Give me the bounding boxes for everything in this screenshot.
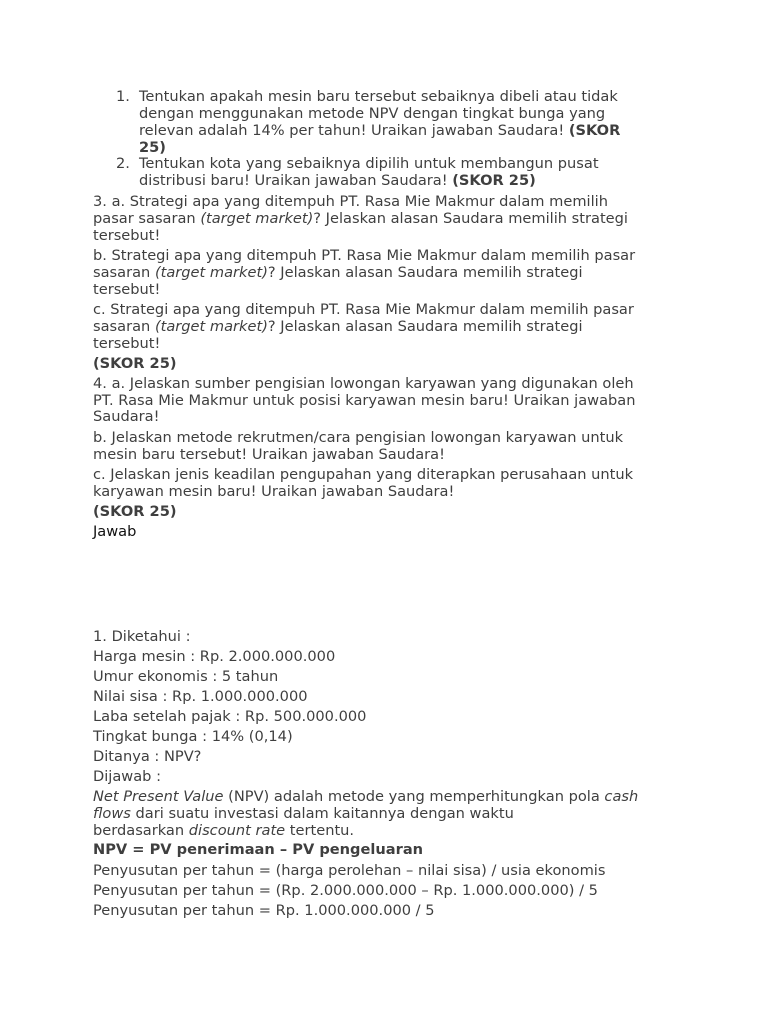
npv-def-text-3a: berdasarkan [93,822,189,839]
q4c-line-1: c. Jelaskan jenis keadilan pengupahan yang diterapkan perusahaan untuk [93,466,634,483]
q3c-sasaran: sasaran [93,318,151,335]
q3c-tersebut: tersebut! [93,335,161,352]
npv-definition-line-1 [93,788,638,805]
npv-term: Net Present Value [93,788,224,805]
q1-score-a: (SKOR [568,122,621,139]
q4-score: (SKOR 25) [93,503,177,520]
given-heading: 1. Diketahui : [93,628,191,645]
q2-line-2-text: distribusi baru! Uraikan jawaban Saudara! [139,172,448,189]
q3c-line-2 [93,318,583,335]
q3a-line-2 [93,210,628,227]
q4a-line-2: PT. Rasa Mie Makmur untuk posisi karyawan mesin baru! Uraikan jawaban [93,392,636,409]
q2-line-2 [139,172,536,189]
npv-def-text-3b: tertentu. [285,822,355,839]
q4c-line-2: karyawan mesin baru! Uraikan jawaban Saudara! [93,483,455,500]
given-machine-price: Harga mesin : Rp. 2.000.000.000 [93,648,336,665]
answered-label: Dijawab : [93,768,161,785]
q3b-reason: ? Jelaskan alasan Saudara memilih strategi [267,264,583,281]
npv-def-text-2: dari suatu investasi dalam kaitannya dengan waktu [130,805,514,822]
given-interest-rate: Tingkat bunga : 14% (0,14) [93,728,293,745]
q3-score: (SKOR 25) [93,355,177,372]
q3c-line-1: c. Strategi apa yang ditempuh PT. Rasa Mie Makmur dalam memilih pasar [93,301,634,318]
q2-score: (SKOR 25) [452,172,536,189]
q4b-line-1: b. Jelaskan metode rekrutmen/cara pengisian lowongan karyawan untuk [93,429,624,446]
q1-line-1: Tentukan apakah mesin baru tersebut sebaiknya dibeli atau tidak [139,88,618,105]
npv-flows: flows [93,805,131,822]
q4b-line-2: mesin baru tersebut! Uraikan jawaban Saudara! [93,446,445,463]
npv-discount-rate: discount rate [188,822,286,839]
q1-number: 1. [116,88,130,105]
q3a-pasar-sasaran: pasar sasaran [93,210,196,227]
q1-line-2: dengan menggunakan metode NPV dengan tingkat bunga yang [139,105,606,122]
q3c-reason: ? Jelaskan alasan Saudara memilih strategi [267,318,583,335]
q3b-line-1: b. Strategi apa yang ditempuh PT. Rasa Mie Makmur dalam memilih pasar [93,247,636,264]
npv-definition-line-2 [93,805,514,822]
answer-heading: Jawab [93,523,137,540]
q4a-line-1: 4. a. Jelaskan sumber pengisian lowongan karyawan yang digunakan oleh [93,375,634,392]
q2-number: 2. [116,155,130,172]
npv-definition-line-3 [93,822,354,839]
depreciation-line-3: Penyusutan per tahun = Rp. 1.000.000.000 / 5 [93,902,435,919]
npv-formula: NPV = PV penerimaan – PV pengeluaran [93,841,424,858]
q3a-line-1: 3. a. Strategi apa yang ditempuh PT. Rasa Mie Makmur dalam memilih [93,193,608,210]
given-economic-life: Umur ekonomis : 5 tahun [93,668,279,685]
q4a-line-3: Saudara! [93,408,160,425]
q3b-target-market: (target market) [154,264,268,281]
q3b-sasaran: sasaran [93,264,151,281]
q3b-tersebut: tersebut! [93,281,161,298]
q1-line-3-text: relevan adalah 14% per tahun! Uraikan jawaban Saudara! [139,122,565,139]
npv-cash: cash [604,788,639,805]
q1-line-3 [139,122,620,139]
given-residual-value: Nilai sisa : Rp. 1.000.000.000 [93,688,308,705]
q3c-target-market: (target market) [154,318,268,335]
asked-npv: Ditanya : NPV? [93,748,202,765]
depreciation-line-1: Penyusutan per tahun = (harga perolehan – nilai sisa) / usia ekonomis [93,862,606,879]
q3b-line-2 [93,264,583,281]
depreciation-line-2: Penyusutan per tahun = (Rp. 2.000.000.000 – Rp. 1.000.000.000) / 5 [93,882,598,899]
q3a-reason: ? Jelaskan alasan Saudara memilih strategi [313,210,628,227]
given-net-profit: Laba setelah pajak : Rp. 500.000.000 [93,708,367,725]
q1-score-b: 25) [139,139,166,156]
q3a-target-market: (target market) [200,210,314,227]
q2-line-1: Tentukan kota yang sebaiknya dipilih untuk membangun pusat [139,155,599,172]
npv-def-text-1: (NPV) adalah metode yang memperhitungkan pola [223,788,605,805]
q3a-tersebut: tersebut! [93,227,161,244]
